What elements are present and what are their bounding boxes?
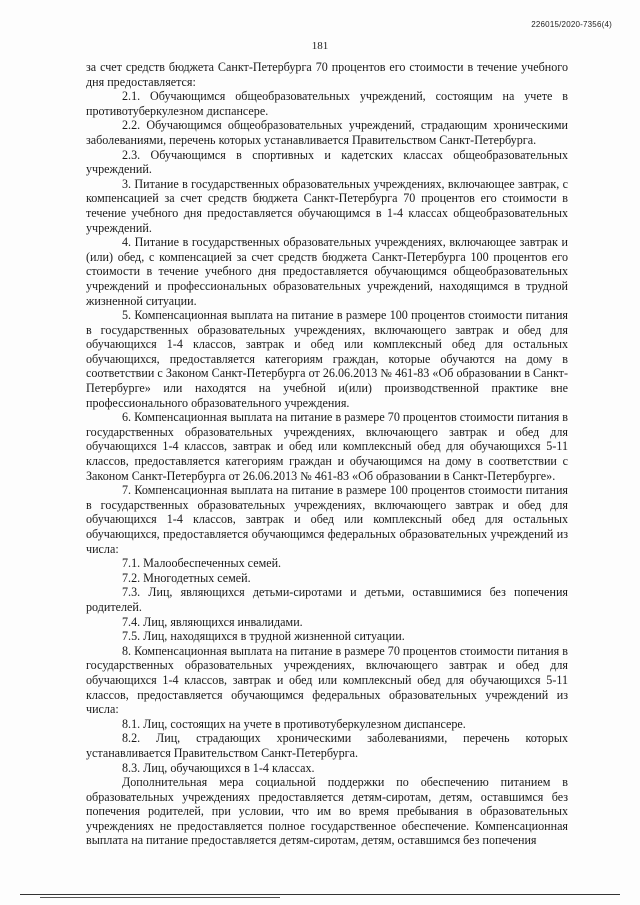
paragraph: 5. Компенсационная выплата на питание в размере 100 процентов стоимости питания в государственных образовательных учреждениях, включающего завтрак и обед для обучающихся 1-4 классов, завтрак и обед или комплексный обед для остальных обучающихся, предоставляется категориям граждан, которые обучаются на дому в соответствии с Законом Санкт-Петербурга от 26.06.2013 № 461-83 «Об образовании в Санкт-Петербурге» или находятся на учебной и(или) производственной практике вне профессионального образовательного учреждения. — [86, 308, 568, 410]
paragraph: 6. Компенсационная выплата на питание в размере 70 процентов стоимости питания в государственных образовательных учреждениях, включающего завтрак и обед для обучающихся 1-4 классов, завтрак и обед или комплексный обед для обучающихся 5-11 классов, предоставляется категориям граждан и обучающимся на дому в соответствии с Законом Санкт-Петербурга от 26.06.2013 № 461-83 «Об образовании в Санкт-Петербурге». — [86, 410, 568, 483]
paragraph: Дополнительная мера социальной поддержки по обеспечению питанием в образовательных учреждениях предоставляется детям-сиротам, детям, оставшимся без попечения родителей, при условии, что им во время пребывания в образовательных учреждениях не предоставляется полное государственное обеспечение. Компенсационная выплата на питание предоставляется детям-сиротам, детям, оставшимся без попечения — [86, 775, 568, 848]
bottom-scan-line — [20, 894, 620, 895]
paragraph: 7.1. Малообеспеченных семей. — [122, 556, 282, 571]
document-body — [86, 60, 568, 848]
paragraph: 8.2. Лиц, страдающих хроническими заболеваниями, перечень которых устанавливается Правительством Санкт-Петербурга. — [86, 731, 568, 760]
paragraph: 4. Питание в государственных образовательных учреждениях, включающее завтрак и (или) обед, с компенсацией за счет средств бюджета Санкт-Петербурга 100 процентов его стоимости в течение учебного дня предоставляется обучающимся общеобразовательных учреждений и профессиональных образовательных учреждений, находящимся в трудной жизненной ситуации. — [86, 235, 568, 308]
paragraph: 7.3. Лиц, являющихся детьми-сиротами и детьми, оставшимися без попечения родителей. — [86, 585, 568, 614]
paragraph: 2.3. Обучающимся в спортивных и кадетских классах общеобразовательных учреждений. — [86, 147, 568, 177]
paragraph: 2.1. Обучающимся общеобразовательных учреждений, состоящим на учете в противотуберкулезном диспансере. — [86, 89, 568, 118]
paragraph: 2.2. Обучающимся общеобразовательных учреждений, страдающим хроническими заболеваниями, перечень которых устанавливается Правительством Санкт-Петербурга. — [86, 118, 568, 147]
paragraph: за счет средств бюджета Санкт-Петербурга 70 процентов его стоимости в течение учебного дня предоставляется: — [86, 60, 568, 89]
paragraph: 8.3. Лиц, обучающихся в 1-4 классах. — [122, 760, 315, 775]
paragraph: 8.1. Лиц, состоящих на учете в противотуберкулезном диспансере. — [122, 716, 466, 731]
page-number: 181 — [311, 40, 329, 52]
paragraph: 7.5. Лиц, находящихся в трудной жизненной ситуации. — [122, 629, 405, 644]
paragraph: 3. Питание в государственных образовательных учреждениях, включающее завтрак, с компенсацией за счет средств бюджета Санкт-Петербурга 70 процентов его стоимости в течение учебного дня предоставляется обучающимся в 1-4 классах общеобразовательных учреждений. — [86, 176, 568, 235]
document-id: 226015/2020-7356(4) — [531, 20, 612, 29]
bottom-scan-line-thin — [40, 897, 280, 898]
paragraph: 7.2. Многодетных семей. — [122, 570, 251, 585]
paragraph: 7.4. Лиц, являющихся инвалидами. — [122, 614, 303, 629]
paragraph: 7. Компенсационная выплата на питание в размере 100 процентов стоимости питания в государственных образовательных учреждениях, включающего завтрак и обед для обучающихся 1-4 классов, завтрак и обед или комплексный обед для остальных обучающихся, предоставляется обучающимся федеральных образовательных учреждений из числа: — [86, 483, 568, 556]
paragraph: 8. Компенсационная выплата на питание в размере 70 процентов стоимости питания в государственных образовательных учреждениях, включающего завтрак и обед для обучающихся 1-4 классов, завтрак и обед или комплексный обед для обучающихся 5-11 классов, предоставляется обучающимся федеральных образовательных учреждений из числа: — [86, 643, 568, 717]
